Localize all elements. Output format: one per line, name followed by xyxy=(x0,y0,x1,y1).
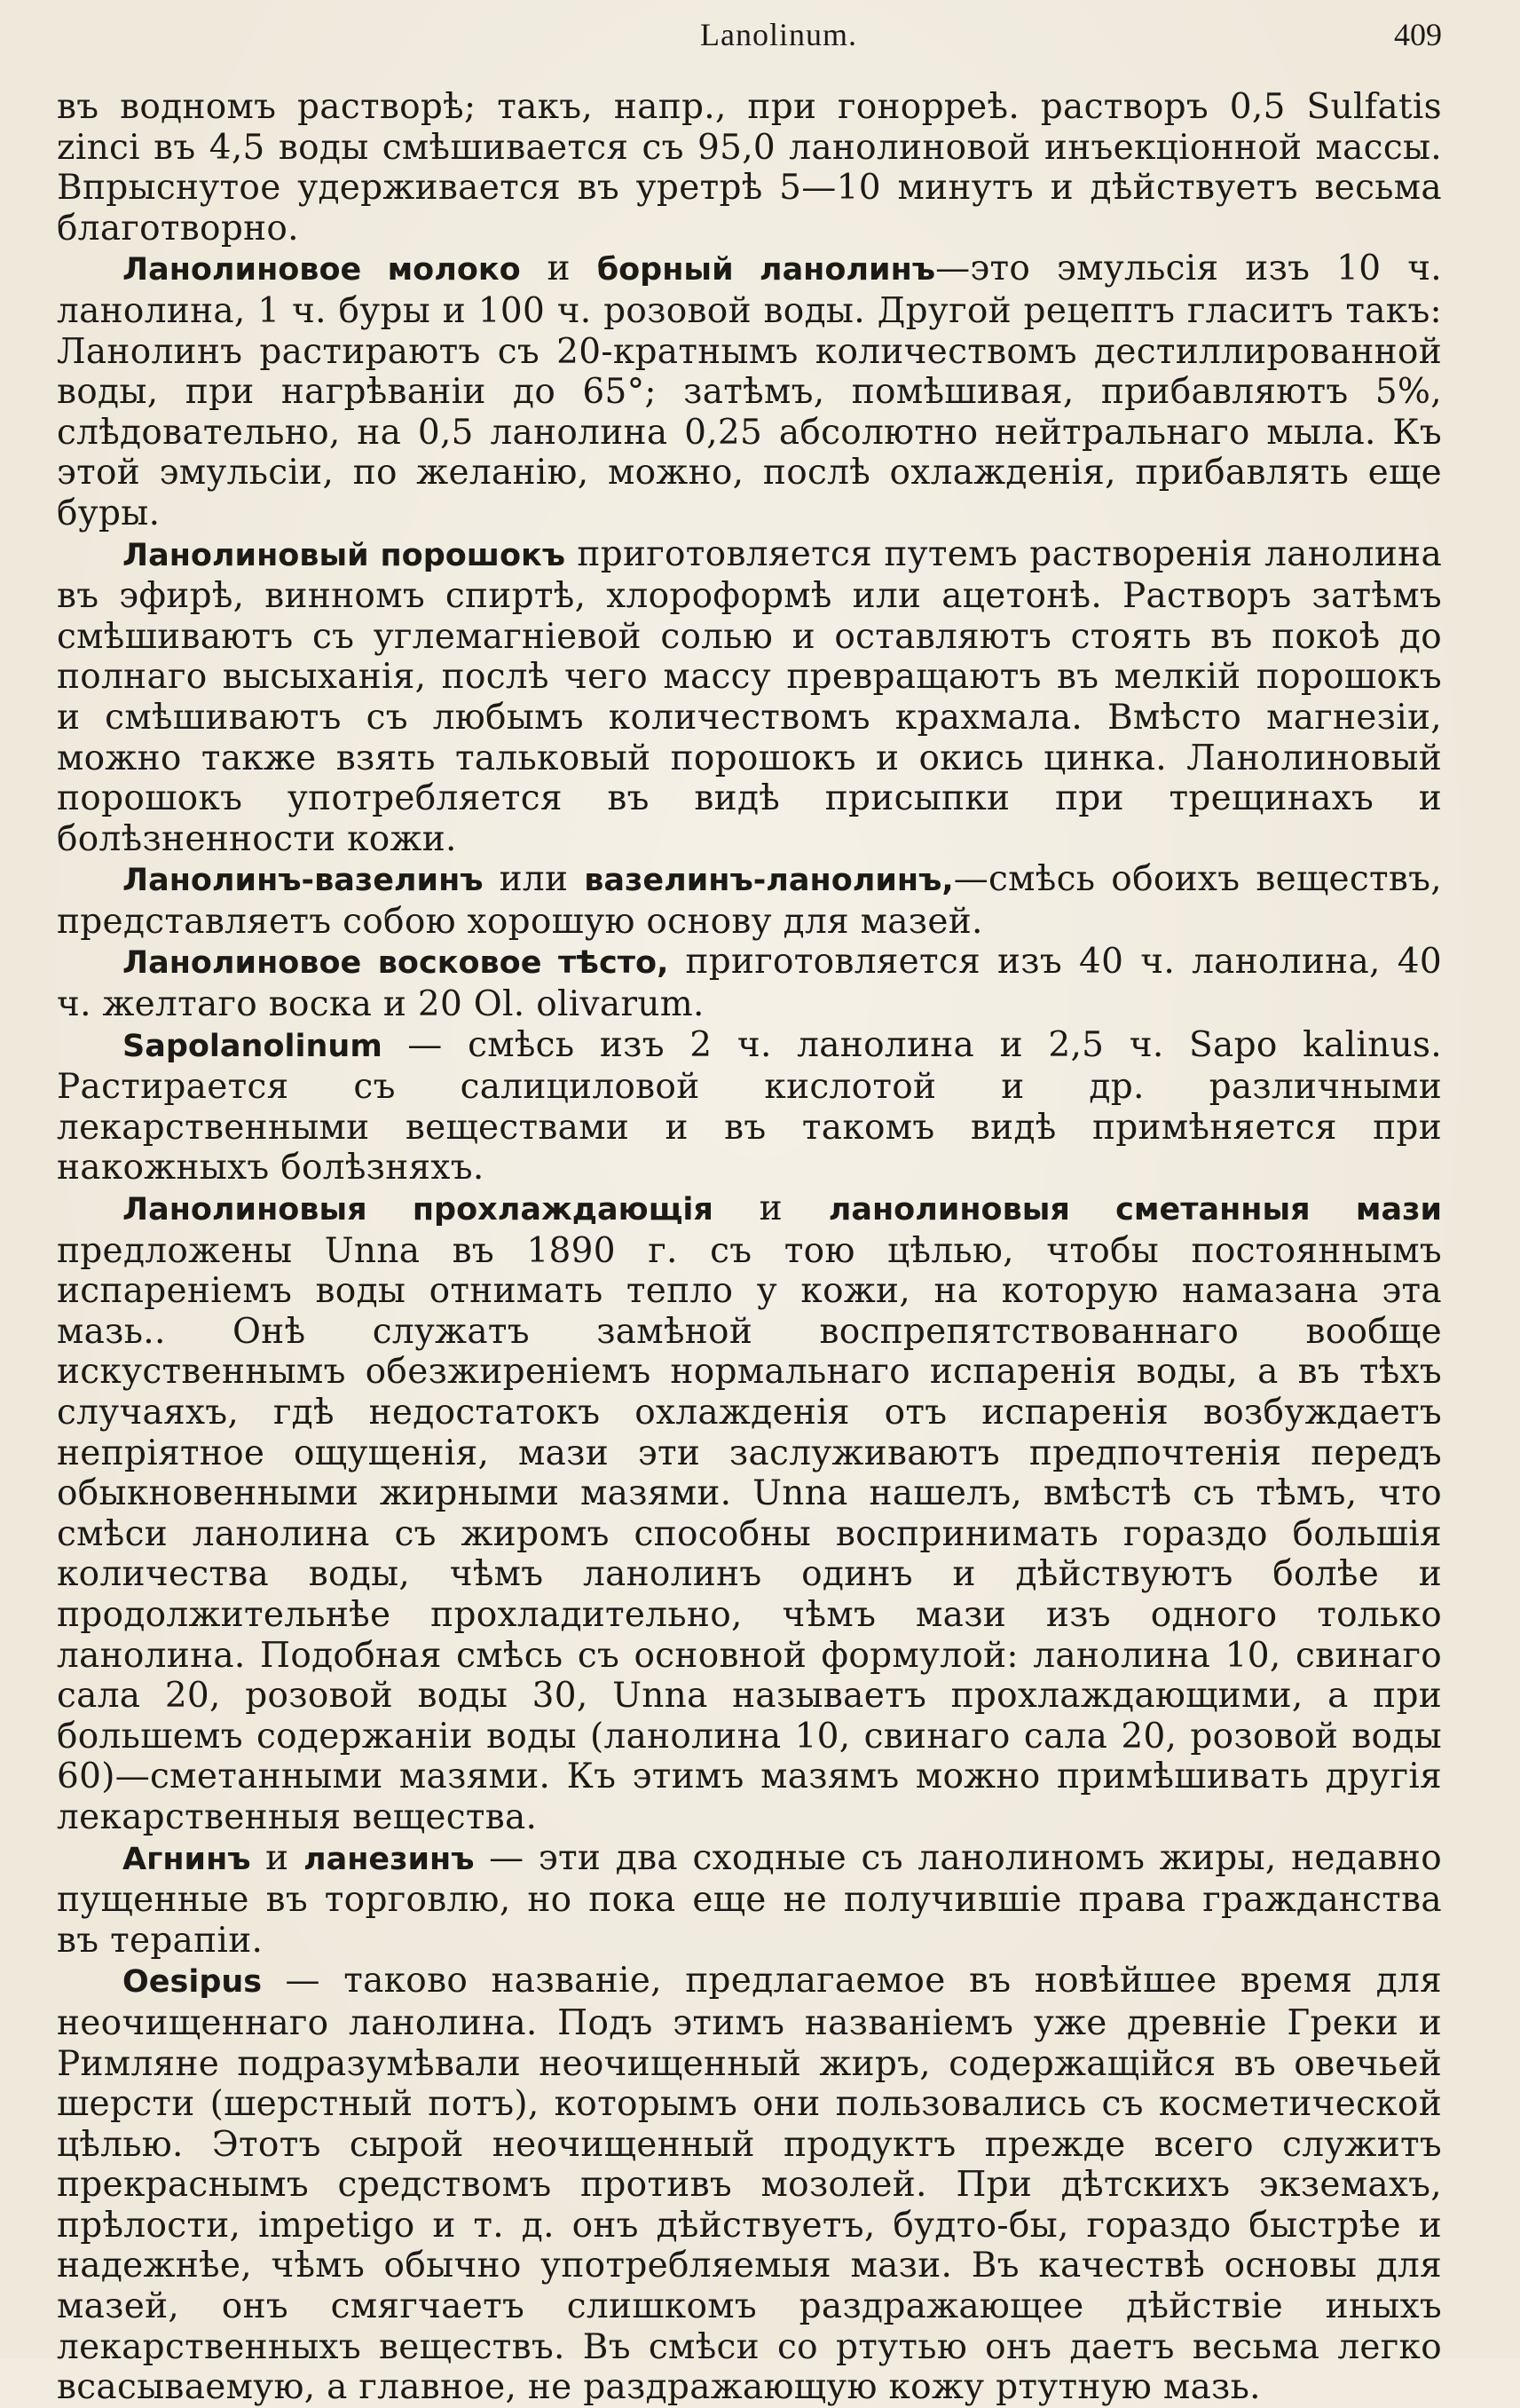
paragraph-text: — смѣсь изъ 2 ч. ланолина и 2,5 ч. Sapo kalinus. Растирается съ салициловой кислотой и др. различными лекарственными веществами и въ такомъ видѣ примѣняется при накожныхъ болѣзняхъ. xyxy=(57,1024,1442,1188)
term-heading: Ланолиновое восковое тѣсто, xyxy=(122,945,669,982)
body-text xyxy=(57,87,1442,2408)
connector: и xyxy=(250,1837,303,1878)
paragraph-text: приготовляется изъ 40 ч. ланолина, 40 ч. желтаго воска и 20 Ol. olivarum. xyxy=(57,942,1442,1025)
running-title: Lanolinum. xyxy=(700,17,857,52)
paragraph-text: — таково названіе, предлагаемое въ новѣйшее время для неочищеннаго ланолина. Подъ этимъ названіемъ уже древніе Греки и Римляне подразумѣвали неочищенный жиръ, содержащійся въ овечьей шерсти (шерстный потъ), которымъ они пользовались съ косметической цѣлью. Этотъ сырой неочищенный продуктъ прежде всего служитъ прекраснымъ средствомъ противъ мозолей. При дѣтскихъ экземахъ, прѣлости, impetigo и т. д. онъ дѣйствуетъ, будто-бы, гораздо быстрѣе и надежнѣе, чѣмъ обычно употребляемыя мази. Въ качествѣ основы для мазей, онъ смягчаетъ слишкомъ раздражающее дѣйствіе иныхъ лекарственныхъ веществъ. Въ смѣси со ртутью онъ даетъ весьма легко всасываемую, а главное, не раздражающую кожу ртутную мазь. xyxy=(57,1961,1442,2408)
paragraph-oesipus xyxy=(57,1961,1442,2408)
term-heading: Агнинъ xyxy=(122,1841,251,1877)
term-heading: Ланолиновый порошокъ xyxy=(122,537,566,573)
paragraph-text: предложены Unna въ 1890 г. съ тою цѣлью, чтобы постояннымъ испареніемъ воды отнимать тепло у кожи, на которую намазана эта мазь.. Онѣ служатъ замѣной воспрепятствованнаго вообще искуственнымъ обезжиреніемъ нормальнаго испаренія воды, а въ тѣхъ случаяхъ, гдѣ недостатокъ охлажденія отъ испаренія возбуждаетъ непріятное ощущенія, мази эти заслуживаютъ предпочтенія передъ обыкновенными жирными мазями. Unna нашелъ, вмѣстѣ съ тѣмъ, что смѣси ланолина съ жиромъ способны воспринимать гораздо большія количества воды, чѣмъ ланолинъ одинъ и дѣйствуютъ болѣе и продолжительнѣе прохладительно, чѣмъ мази изъ одного только ланолина. Подобная смѣсь съ основной формулой: ланолина 10, свинаго сала 20, розовой воды 30, Unna называетъ прохлаждающими, а при большемъ содержаніи воды (ланолина 10, свинаго сала 20, розовой воды 60)—сметанными мазями. Къ этимъ мазямъ можно примѣшивать другія лекарственныя вещества. xyxy=(57,1230,1442,1837)
term-heading: ланолиновыя сметанныя мази xyxy=(828,1192,1442,1228)
paragraph-cooling-ointments xyxy=(57,1188,1442,1838)
running-header xyxy=(57,16,1442,62)
term-heading: Sapolanolinum xyxy=(122,1028,382,1064)
paragraph-lanolin-milk xyxy=(57,249,1442,533)
paragraph-continuation xyxy=(57,87,1442,249)
connector: и xyxy=(520,249,597,289)
paragraph-agnin-lanesin xyxy=(57,1838,1442,1962)
term-heading: Ланолиновое молоко xyxy=(122,252,521,288)
term-heading: Oesipus xyxy=(122,1964,263,2001)
paragraph-text: въ водномъ растворѣ; такъ, напр., при гонорреѣ. растворъ 0,5 Sulfatis zinci въ 4,5 воды смѣшивается съ 95,0 ланолиновой инъекціонной массы. Впрыснутое удерживается въ уретрѣ 5—10 минутъ и дѣйствуетъ весьма благотворно. xyxy=(57,87,1442,249)
page-number: 409 xyxy=(1394,17,1442,52)
connector: или xyxy=(483,859,585,900)
term-heading: Ланолиновыя прохлаждающія xyxy=(122,1192,713,1228)
paragraph-lanolin-powder xyxy=(57,534,1442,860)
paragraph-text: —смѣсь обоихъ веществъ, представляетъ собою хорошую основу для мазей. xyxy=(57,859,1442,942)
paragraph-text: приготовляется путемъ растворенія ланолина въ эфирѣ, винномъ спиртѣ, хлороформѣ или ацетонѣ. Растворъ затѣмъ смѣшиваютъ съ углемагніевой солью и оставляютъ стоять въ покоѣ до полнаго высыханія, послѣ чего массу превращаютъ въ мелкій порошокъ и смѣшиваютъ съ любымъ количествомъ крахмала. Вмѣсто магнезіи, можно также взять тальковый порошокъ и окись цинка. Ланолиновый порошокъ употребляется въ видѣ присыпки при трещинахъ и болѣзненности кожи. xyxy=(57,533,1442,859)
paragraph-sapolanolinum xyxy=(57,1025,1442,1188)
paragraph-lanolin-vaseline xyxy=(57,859,1442,942)
term-heading: вазелинъ-ланолинъ, xyxy=(584,863,954,899)
paragraph-text: —это эмульсія изъ 10 ч. ланолина, 1 ч. буры и 100 ч. розовой воды. Другой рецептъ гласитъ такъ: Ланолинъ растираютъ съ 20-кратнымъ количествомъ дестиллированной воды, при нагрѣваніи до 65°; затѣмъ, помѣшивая, прибавляютъ 5%, слѣдовательно, на 0,5 ланолина 0,25 абсолютно нейтральнаго мыла. Къ этой эмульсіи, по желанію, можно, послѣ охлажденія, прибавлять еще буры. xyxy=(57,249,1442,533)
paragraph-wax-paste xyxy=(57,942,1442,1024)
connector: и xyxy=(713,1188,829,1229)
term-heading: борный ланолинъ xyxy=(596,252,936,288)
paragraph-text: — эти два сходные съ ланолиномъ жиры, недавно пущенные въ торговлю, но пока еще не получившіе права гражданства въ терапіи. xyxy=(57,1837,1442,1961)
term-heading: ланезинъ xyxy=(303,1841,475,1877)
term-heading: Ланолинъ-вазелинъ xyxy=(122,863,484,899)
